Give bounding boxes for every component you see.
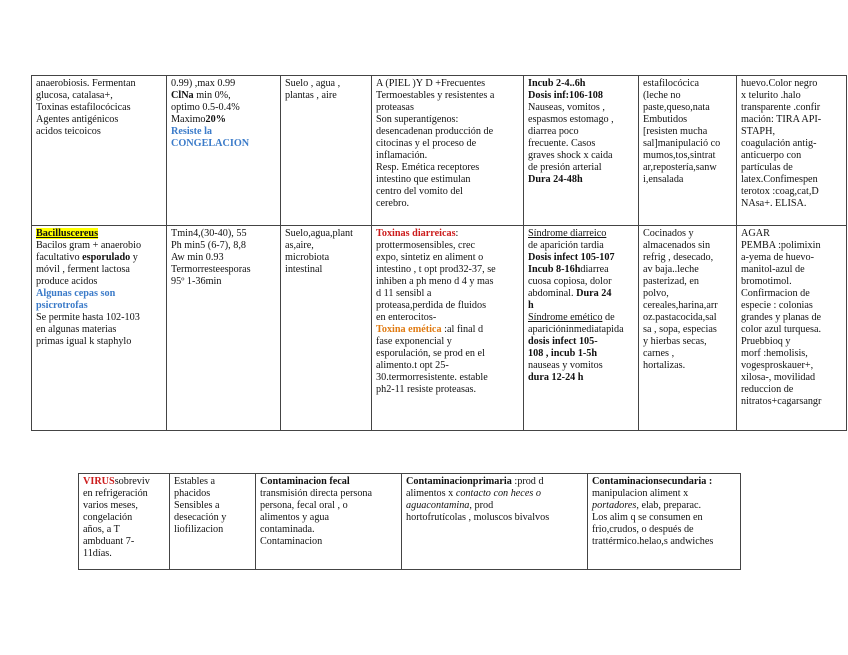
main-table bbox=[31, 75, 847, 431]
cell-growth-conditions: Tmin4,(30-40), 55 Ph min5 (6-7), 8,8 Aw min 0.93 Termorresteesporas 95º 1-36min bbox=[167, 226, 281, 431]
cell-symptoms: Incub 2-4..6h Dosis inf:106-108 Nauseas, vomitos , espasmos estomago , diarrea poco frecuente. Casos graves shock x caida de presión arterial Dura 24-48h bbox=[524, 76, 639, 226]
cell-characteristics: anaerobiosis. Fermentan glucosa, catalasa+, Toxinas estafilocócicas Agentes antigénicos acidos teicoicos bbox=[32, 76, 167, 226]
cell-foods: estafilocócica (leche no paste,queso,nata Embutidos [resisten mucha sal]manipulació co mumos,tos,sintrat ar,repostería,sanw i,ensalada bbox=[639, 76, 737, 226]
table-row-virus bbox=[79, 474, 741, 570]
cell-detection: huevo.Color negro x telurito .halo transparente .confir mación: TIRA API- STAPH, coagulación antig- anticuerpo con partículas de latex.Confimespen terotox :coag,cat,D NAsa+. ELISA. bbox=[737, 76, 847, 226]
table-row-staphylococcus bbox=[32, 76, 847, 226]
cell-characteristics: Bacilluscereus Bacilos gram + anaerobio facultativo esporulado y móvil , ferment lactosa produce acidos Algunas cepas son psicrotrofas Se permite hasta 102-103 en algunas materias primas igual k staphylo bbox=[32, 226, 167, 431]
cell-foods: Cocinados y almacenados sin refrig , desecado, av baja..leche pasterizad, en polvo, cereales,harina,arr oz.pastacocida,sal sa , sopa, especias y hierbas secas, carnes , hortalizas. bbox=[639, 226, 737, 431]
cell-secondary-contamination: Contaminacionsecundaria : manipulacion aliment x portadores, elab, preparac. Los alim q se consumen en frio,crudos, o después de trattérmico.helao,s andwiches bbox=[588, 474, 741, 570]
virus-title: VIRUS bbox=[83, 476, 115, 487]
table-row-bacillus-cereus bbox=[32, 226, 847, 431]
cell-detection: AGAR PEMBA :polimixin a-yema de huevo- manitol-azul de bromotimol. Confirmacion de especie : colonias grandes y planas de color azul turquesa. Pruebbioq y morf :hemolisis, vogesproskauer+, xilosa-, movilidad reduccion de nitratos+cagarsangr bbox=[737, 226, 847, 431]
cell-primary-contamination: Contaminacionprimaria :prod d alimentos x contacto con heces o aguacontamina, prod hortofrutícolas , moluscos bivalvos bbox=[402, 474, 588, 570]
virus-table bbox=[78, 473, 741, 570]
cell-virus-stability: Estables a phacidos Sensibles a desecación y liofilizacion bbox=[170, 474, 256, 570]
toxin-emetic-title: Toxina emética bbox=[376, 324, 442, 335]
cell-toxins: Toxinas diarreicas: prottermosensibles, crec expo, sintetiz en aliment o intestino , t opt prod32-37, se inhiben a ph meno d 4 y mas d 11 sensibl a proteasa,perdida de fluidos en enterocitos- Toxina emética :al final d fase exponencial y esporulación, se prod en el alimento.t opt 25- 30.termorresistente. estable ph2-11 resiste proteasas. bbox=[372, 226, 524, 431]
cell-virus-survival: VIRUSsobreviv en refrigeración varios meses, congelación años, a T ambduant 7- 11días. bbox=[79, 474, 170, 570]
toxin-diarrheal-title: Toxinas diarreicas bbox=[376, 228, 456, 239]
cell-fecal-contamination: Contaminacion fecal transmisión directa persona persona, fecal oral , o alimentos y agua contaminada. Contaminacion bbox=[256, 474, 402, 570]
organism-name: Bacilluscereus bbox=[36, 228, 99, 239]
cell-habitat: Suelo , agua , plantas , aire bbox=[281, 76, 372, 226]
cell-symptoms: Síndrome diarreico de aparición tardia Dosis infect 105-107 Incub 8-16hdiarrea cuosa copiosa, dolor abdominal. Dura 24 h Síndrome emético de aparicióninmediatapida dosis infect 105- 108 , incub 1-5h nauseas y vomitos dura 12-24 h bbox=[524, 226, 639, 431]
cell-habitat: Suelo,agua,plant as,aire, microbiota intestinal bbox=[281, 226, 372, 431]
cell-toxins: A (PIEL )Y D +Frecuentes Termoestables y resistentes a proteasas Son superantígenos: desencadenan producción de citocinas y el proceso de inflamación. Resp. Emética receptores intestino que estimulan centro del vomito del cerebro. bbox=[372, 76, 524, 226]
cell-growth-conditions: 0.99) ,max 0.99 ClNa min 0%, optimo 0.5-0.4% Maximo20% Resiste la CONGELACION bbox=[167, 76, 281, 226]
